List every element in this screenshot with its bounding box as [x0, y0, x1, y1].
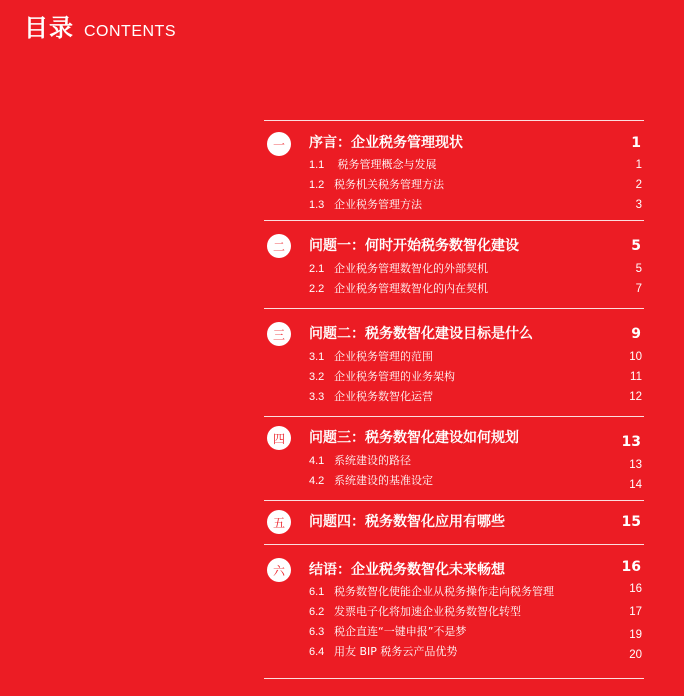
- divider: [264, 220, 644, 221]
- section-number-badge: 六: [267, 558, 291, 582]
- toc-item[interactable]: [309, 390, 642, 404]
- toc-item[interactable]: [309, 474, 642, 491]
- item-title: 企业税务管理的业务架构: [334, 370, 455, 383]
- item-number: 3.3: [309, 391, 325, 403]
- toc-item[interactable]: [309, 158, 642, 172]
- item-title: 企业税务管理的范围: [334, 350, 433, 363]
- item-title: 企业税务管理数智化的内在契机: [334, 282, 488, 295]
- section-page: 16: [621, 559, 641, 575]
- item-page: 19: [629, 629, 642, 641]
- item-title: 税企直连“一键申报”不是梦: [334, 625, 467, 638]
- page-header: [24, 8, 176, 43]
- section-title[interactable]: 问题四：税务数智化应用有哪些: [309, 514, 505, 530]
- item-page: 5: [635, 263, 642, 275]
- section-page: 13: [621, 434, 641, 450]
- divider: [264, 500, 644, 501]
- item-number: 4.2: [309, 475, 325, 487]
- toc-item[interactable]: [309, 282, 642, 296]
- item-title: 税务数智化使能企业从税务操作走向税务管理: [334, 585, 554, 598]
- section-title[interactable]: 问题一：何时开始税务数智化建设: [309, 238, 519, 254]
- divider: [264, 416, 644, 417]
- item-page: 2: [635, 179, 642, 191]
- item-page: 14: [629, 479, 642, 491]
- item-page: 20: [629, 649, 642, 661]
- toc-item[interactable]: [309, 645, 642, 659]
- item-page: 7: [635, 283, 642, 295]
- section-page: 1: [631, 135, 641, 151]
- item-number: 1.3: [309, 199, 325, 211]
- toc-item[interactable]: [309, 605, 642, 619]
- item-page: 11: [630, 371, 642, 383]
- item-page: 10: [629, 351, 642, 363]
- divider: [264, 678, 644, 679]
- item-number: 1.2: [309, 179, 325, 191]
- item-title: 税务管理概念与发展: [334, 158, 437, 171]
- item-number: 4.1: [309, 455, 325, 467]
- item-title: 发票电子化将加速企业税务数智化转型: [334, 605, 521, 618]
- item-page: 17: [629, 606, 642, 618]
- item-number: 1.1: [309, 159, 325, 171]
- section-page: 9: [631, 326, 641, 342]
- item-number: 2.2: [309, 283, 325, 295]
- item-number: 2.1: [309, 263, 325, 275]
- item-page: 16: [629, 583, 642, 595]
- toc-item[interactable]: [309, 262, 642, 276]
- section-number-badge: 一: [267, 132, 291, 156]
- section-number-badge: 三: [267, 322, 291, 346]
- item-title: 系统建设的路径: [334, 454, 411, 467]
- item-title: 企业税务管理方法: [334, 198, 422, 211]
- toc-item[interactable]: [309, 625, 642, 639]
- section-number-badge: 五: [267, 510, 291, 534]
- item-number: 3.2: [309, 371, 325, 383]
- item-number: 6.1: [309, 586, 325, 598]
- divider: [264, 544, 644, 545]
- toc-item[interactable]: [309, 454, 642, 471]
- page-title-en: CONTENTS: [84, 23, 176, 40]
- item-page: 3: [635, 199, 642, 211]
- toc-item[interactable]: [309, 585, 642, 599]
- item-number: 6.3: [309, 626, 325, 638]
- divider: [264, 120, 644, 121]
- toc-item[interactable]: [309, 178, 642, 192]
- toc-item[interactable]: [309, 370, 642, 384]
- toc-item[interactable]: [309, 350, 642, 364]
- item-title: 系统建设的基准设定: [334, 474, 433, 487]
- item-number: 6.4: [309, 646, 325, 658]
- section-title[interactable]: 序言：企业税务管理现状: [309, 135, 463, 151]
- item-page: 1: [635, 159, 642, 171]
- item-title: 用友 BIP 税务云产品优势: [334, 645, 458, 658]
- section-title[interactable]: 问题二：税务数智化建设目标是什么: [309, 326, 533, 342]
- item-number: 3.1: [309, 351, 325, 363]
- item-number: 6.2: [309, 606, 325, 618]
- section-number-badge: 二: [267, 234, 291, 258]
- item-title: 企业税务管理数智化的外部契机: [334, 262, 488, 275]
- item-page: 12: [629, 391, 642, 403]
- section-title[interactable]: 结语：企业税务数智化未来畅想: [309, 562, 505, 578]
- section-number-badge: 四: [267, 426, 291, 450]
- section-page: 15: [621, 514, 641, 530]
- section-page: 5: [631, 238, 641, 254]
- item-title: 税务机关税务管理方法: [334, 178, 444, 191]
- section-title[interactable]: 问题三：税务数智化建设如何规划: [309, 430, 519, 446]
- item-page: 13: [629, 459, 642, 471]
- divider: [264, 308, 644, 309]
- item-title: 企业税务数智化运营: [334, 390, 433, 403]
- page-title: 目录: [24, 14, 74, 42]
- toc-item[interactable]: [309, 198, 642, 212]
